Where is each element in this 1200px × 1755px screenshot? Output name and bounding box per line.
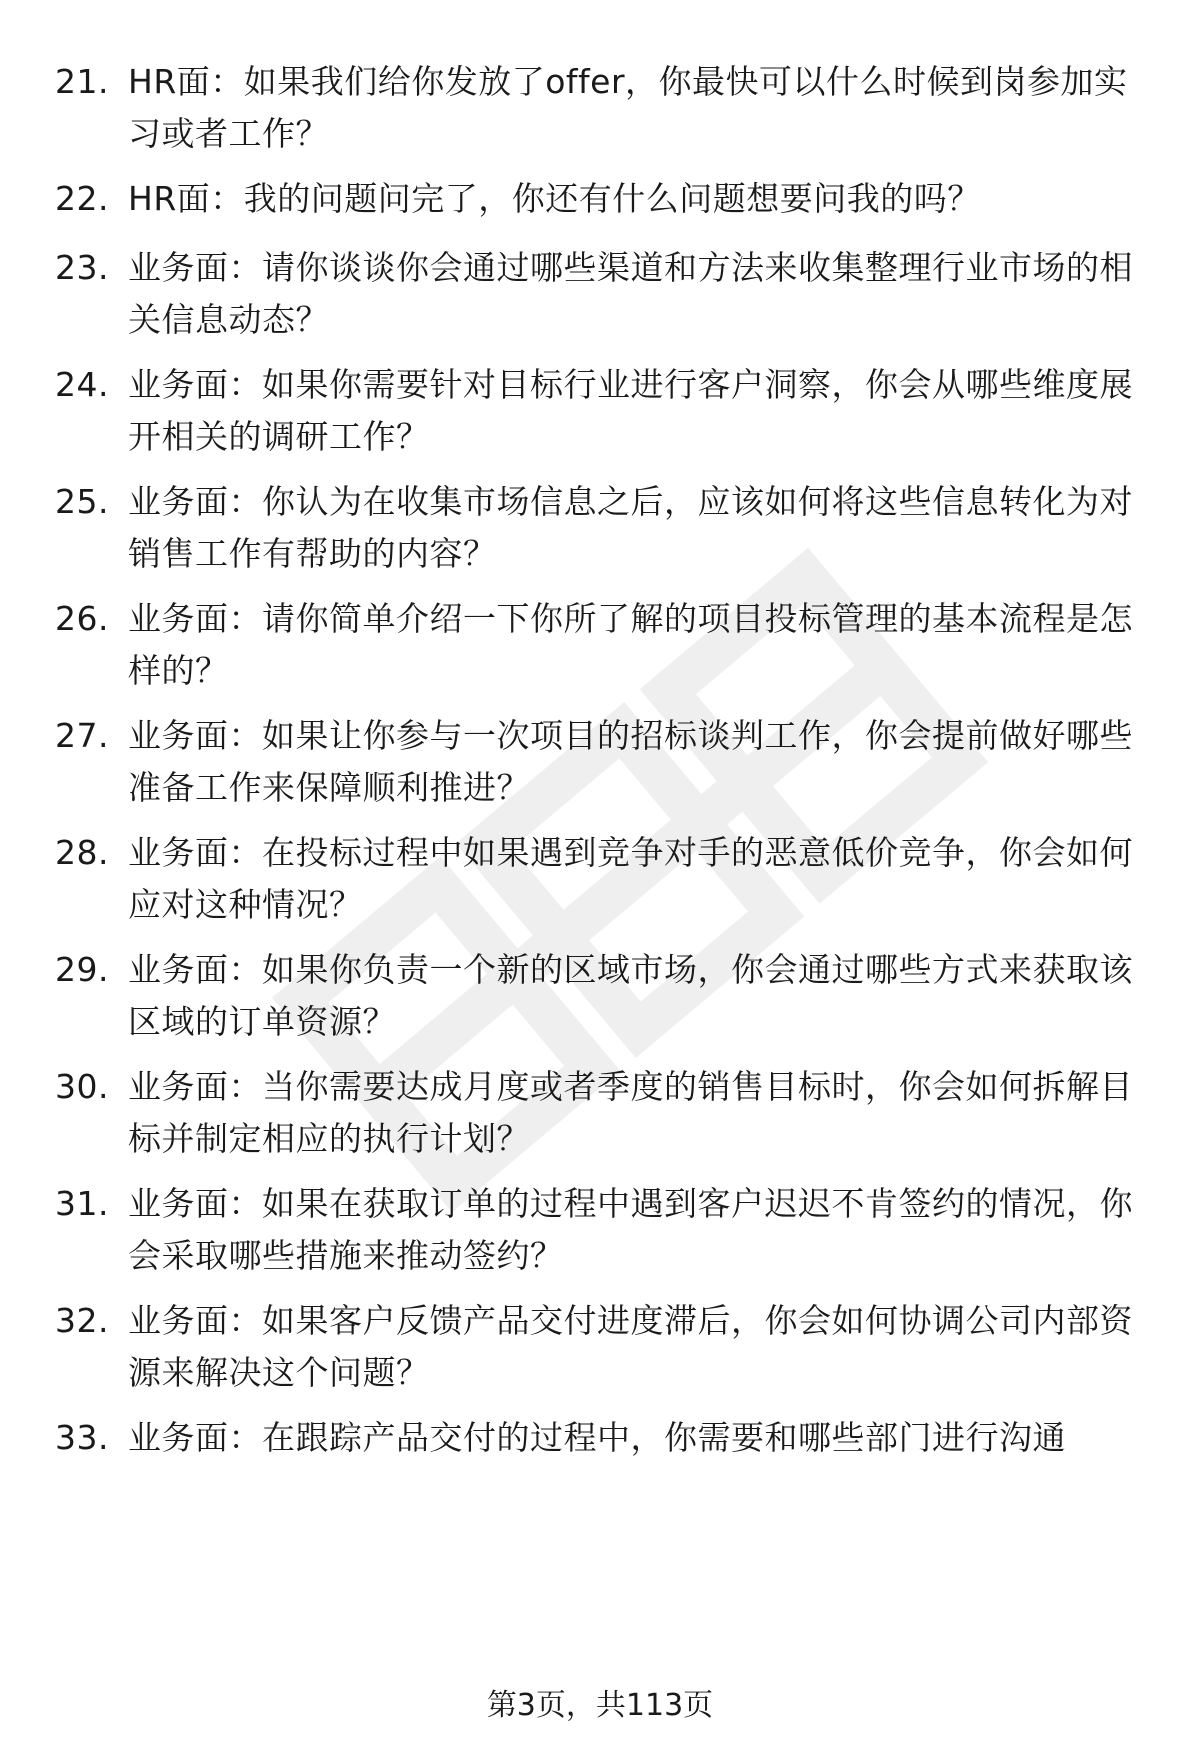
item-number: 25.	[55, 482, 109, 521]
item-number: 24.	[55, 365, 109, 404]
item-text: 业务面：如果你负责一个新的区域市场，你会通过哪些方式来获取该区域的订单资源？	[128, 950, 1133, 1041]
item-number: 21.	[55, 62, 109, 101]
page-footer: 第3页，共113页	[486, 1688, 714, 1723]
item-text: HR面：我的问题问完了，你还有什么问题想要问我的吗？	[128, 179, 981, 218]
item-number: 32.	[55, 1301, 109, 1340]
item-text: 业务面：如果让你参与一次项目的招标谈判工作，你会提前做好哪些准备工作来保障顺利推进？	[128, 716, 1133, 807]
item-number: 33.	[55, 1418, 109, 1457]
item-number: 22.	[55, 179, 109, 218]
item-text: HR面：如果我们给你发放了offer，你最快可以什么时候到岗参加实习或者工作？	[128, 62, 1128, 153]
item-number: 29.	[55, 950, 109, 989]
item-text: 业务面：在投标过程中如果遇到竞争对手的恶意低价竞争，你会如何应对这种情况？	[128, 833, 1133, 924]
item-number: 31.	[55, 1184, 109, 1223]
item-number: 30.	[55, 1067, 109, 1106]
item-number: 28.	[55, 833, 109, 872]
item-text: 业务面：在跟踪产品交付的过程中，你需要和哪些部门进行沟通	[128, 1418, 1066, 1457]
item-text: 业务面：你认为在收集市场信息之后，应该如何将这些信息转化为对销售工作有帮助的内容？	[128, 482, 1133, 573]
item-text: 业务面：当你需要达成月度或者季度的销售目标时，你会如何拆解目标并制定相应的执行计划？	[128, 1067, 1133, 1158]
item-text: 业务面：如果你需要针对目标行业进行客户洞察，你会从哪些维度展开相关的调研工作？	[128, 365, 1133, 456]
item-text: 业务面：如果在获取订单的过程中遇到客户迟迟不肯签约的情况，你会采取哪些措施来推动签约？	[128, 1184, 1133, 1275]
item-text: 业务面：如果客户反馈产品交付进度滞后，你会如何协调公司内部资源来解决这个问题？	[128, 1301, 1133, 1392]
item-text: 业务面：请你谈谈你会通过哪些渠道和方法来收集整理行业市场的相关信息动态？	[128, 248, 1133, 339]
item-number: 27.	[55, 716, 109, 755]
item-number: 23.	[55, 248, 109, 287]
item-number: 26.	[55, 599, 109, 638]
item-text: 业务面：请你简单介绍一下你所了解的项目投标管理的基本流程是怎样的？	[128, 599, 1133, 690]
